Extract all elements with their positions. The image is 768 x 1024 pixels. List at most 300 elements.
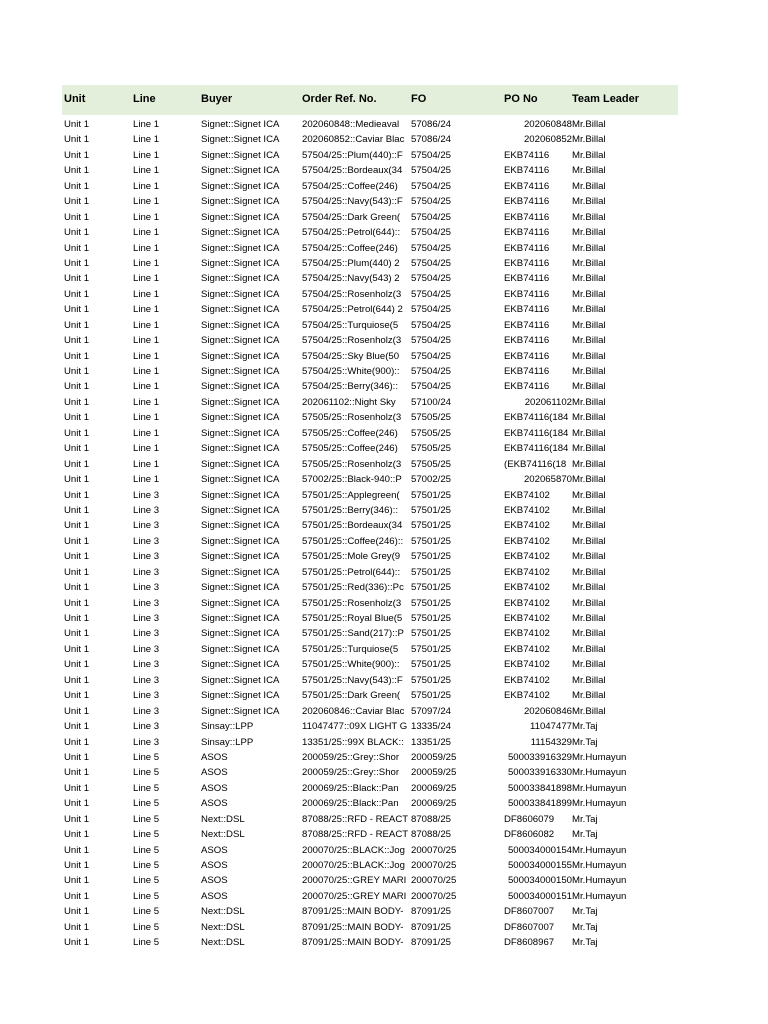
cell-po-no: EKB74102 (504, 504, 550, 516)
cell-fo: 57501/25 (411, 613, 452, 624)
cell-po-no: EKB74102 (504, 520, 550, 532)
cell-buyer: Signet::Signet ICA (201, 134, 280, 146)
cell-po-no: (EKB74116(18 (504, 458, 567, 470)
cell-order-ref: 200059/25::Grey::Shor (302, 751, 400, 763)
cell-fo: 57501/25 (411, 690, 452, 702)
cell-unit: Unit 1 (64, 890, 90, 902)
cell-order-ref: 57501/25::Sand(217)::P (302, 628, 404, 640)
cell-team-leader: Mr.Billal (572, 412, 606, 424)
cell-unit: Unit 1 (64, 366, 90, 377)
cell-line: Line 1 (133, 319, 160, 331)
cell-team-leader: Mr.Billal (572, 381, 606, 393)
cell-team-leader: Mr.Billal (572, 659, 606, 671)
table-row (62, 534, 678, 549)
cell-fo: 57086/24 (411, 134, 452, 146)
cell-order-ref: 57504/25::Coffee(246) (302, 242, 398, 254)
cell-unit: Unit 1 (64, 751, 90, 763)
cell-unit: Unit 1 (64, 350, 90, 362)
cell-unit: Unit 1 (64, 690, 90, 702)
cell-team-leader: Mr.Billal (572, 288, 606, 300)
cell-po-no: EKB74116 (504, 227, 550, 239)
cell-team-leader: Mr.Billal (572, 366, 606, 377)
cell-buyer: Next::DSL (201, 813, 245, 825)
cell-fo: 57504/25 (411, 196, 452, 208)
table-row (62, 935, 678, 950)
cell-po-no: EKB74116 (504, 165, 550, 177)
cell-line: Line 3 (133, 643, 160, 655)
cell-unit: Unit 1 (64, 782, 90, 794)
cell-team-leader: Mr.Billal (572, 304, 606, 316)
cell-team-leader: Mr.Billal (572, 319, 606, 331)
cell-po-no: 500034000155 (507, 860, 572, 871)
cell-unit: Unit 1 (64, 288, 90, 300)
cell-buyer: Signet::Signet ICA (201, 504, 280, 516)
cell-order-ref: 57501/25::Coffee(246):: (302, 535, 404, 547)
cell-fo: 57504/25 (411, 304, 452, 316)
cell-fo: 57504/25 (411, 288, 452, 300)
cell-fo: 57505/25 (411, 443, 452, 455)
cell-line: Line 1 (133, 180, 160, 192)
cell-po-no: EKB74116 (504, 366, 550, 377)
cell-po-no: EKB74116 (504, 304, 550, 316)
cell-po-no: EKB74116 (504, 211, 550, 223)
cell-po-no: 11154329 (530, 736, 572, 748)
cell-team-leader: Mr.Taj (572, 829, 598, 841)
cell-line: Line 1 (133, 396, 160, 408)
cell-buyer: Signet::Signet ICA (201, 566, 280, 578)
cell-team-leader: Mr.Billal (572, 489, 606, 501)
cell-order-ref: 57505/25::Rosenholz(3 (302, 412, 402, 424)
cell-fo: 87088/25 (411, 813, 452, 825)
cell-order-ref: 13351/25::99X BLACK:: (302, 736, 404, 748)
cell-po-no: EKB74102 (504, 582, 550, 594)
cell-line: Line 3 (133, 736, 160, 748)
cell-po-no: DF8606079 (504, 813, 555, 825)
cell-team-leader: Mr.Billal (572, 535, 606, 547)
cell-buyer: Signet::Signet ICA (201, 396, 280, 408)
cell-line: Line 5 (133, 844, 160, 856)
cell-buyer: Signet::Signet ICA (201, 535, 280, 547)
cell-order-ref: 57504/25::Navy(543) 2 (302, 273, 400, 285)
cell-team-leader: Mr.Taj (572, 937, 598, 949)
table-row (62, 904, 678, 919)
cell-fo: 87091/25 (411, 921, 452, 933)
cell-line: Line 3 (133, 674, 160, 686)
cell-order-ref: 57501/25::Mole Grey(9 (302, 551, 401, 563)
cell-unit: Unit 1 (64, 273, 90, 285)
cell-unit: Unit 1 (64, 767, 90, 779)
table-row (62, 503, 678, 518)
cell-po-no: 500033841898 (507, 782, 572, 794)
cell-team-leader: Mr.Billal (572, 119, 606, 130)
cell-line: Line 3 (133, 597, 160, 609)
table-row (62, 796, 678, 811)
cell-team-leader: Mr.Billal (572, 350, 606, 362)
cell-line: Line 1 (133, 134, 160, 146)
table-row (62, 889, 678, 904)
cell-fo: 87088/25 (411, 829, 452, 841)
cell-fo: 57501/25 (411, 643, 452, 655)
cell-line: Line 3 (133, 628, 160, 640)
cell-line: Line 3 (133, 535, 160, 547)
cell-fo: 57504/25 (411, 149, 452, 161)
cell-team-leader: Mr.Billal (572, 165, 606, 177)
cell-line: Line 1 (133, 458, 160, 470)
cell-order-ref: 200059/25::Grey::Shor (302, 767, 400, 779)
cell-fo: 200070/25 (411, 890, 457, 902)
cell-line: Line 5 (133, 798, 160, 810)
cell-team-leader: Mr.Billal (572, 504, 606, 516)
cell-team-leader: Mr.Billal (572, 149, 606, 161)
cell-unit: Unit 1 (64, 643, 90, 655)
cell-team-leader: Mr.Billal (572, 705, 606, 717)
cell-fo: 57501/25 (411, 674, 452, 686)
cell-order-ref: 57504/25::Dark Green( (302, 211, 401, 223)
cell-line: Line 3 (133, 504, 160, 516)
cell-unit: Unit 1 (64, 659, 90, 671)
cell-fo: 57097/24 (411, 705, 452, 717)
cell-buyer: Signet::Signet ICA (201, 489, 280, 501)
table-row (62, 225, 678, 240)
cell-order-ref: 57501/25::Berry(346):: (302, 504, 398, 516)
cell-buyer: Signet::Signet ICA (201, 643, 280, 655)
cell-team-leader: Mr.Humayun (572, 798, 627, 810)
cell-buyer: Signet::Signet ICA (201, 211, 280, 223)
cell-order-ref: 57505/25::Coffee(246) (302, 427, 398, 439)
cell-po-no: EKB74102 (504, 690, 550, 702)
table-row (62, 827, 678, 842)
cell-team-leader: Mr.Billal (572, 582, 606, 594)
cell-order-ref: 57501/25::Rosenholz(3 (302, 597, 402, 609)
cell-po-no: EKB74102 (504, 489, 550, 501)
cell-line: Line 1 (133, 427, 160, 439)
cell-buyer: ASOS (201, 844, 228, 856)
cell-buyer: ASOS (201, 751, 228, 763)
table-row (62, 611, 678, 626)
cell-unit: Unit 1 (64, 844, 90, 856)
cell-fo: 57501/25 (411, 597, 452, 609)
cell-buyer: Signet::Signet ICA (201, 242, 280, 254)
cell-unit: Unit 1 (64, 875, 90, 887)
cell-order-ref: 200070/25::GREY MARI (302, 890, 407, 902)
table-row (62, 441, 678, 456)
cell-line: Line 3 (133, 721, 160, 733)
cell-team-leader: Mr.Humayun (572, 875, 627, 887)
cell-unit: Unit 1 (64, 134, 90, 146)
cell-order-ref: 57501/25::Navy(543)::F (302, 674, 403, 686)
cell-fo: 57505/25 (411, 458, 452, 470)
cell-unit: Unit 1 (64, 551, 90, 563)
cell-buyer: Signet::Signet ICA (201, 165, 280, 177)
cell-buyer: Signet::Signet ICA (201, 628, 280, 640)
cell-order-ref: 57504/25::Petrol(644) 2 (302, 304, 403, 316)
cell-line: Line 3 (133, 551, 160, 563)
cell-order-ref: 57504/25::Turquiose(5 (302, 319, 399, 331)
cell-team-leader: Mr.Taj (572, 921, 598, 933)
cell-unit: Unit 1 (64, 165, 90, 177)
cell-buyer: ASOS (201, 767, 228, 779)
cell-fo: 57504/25 (411, 242, 452, 254)
cell-unit: Unit 1 (64, 149, 90, 161)
cell-po-no: EKB74116 (504, 257, 550, 269)
cell-unit: Unit 1 (64, 582, 90, 594)
header-po-no: PO No (504, 93, 538, 105)
cell-unit: Unit 1 (64, 242, 90, 254)
cell-buyer: Next::DSL (201, 829, 245, 841)
cell-line: Line 1 (133, 211, 160, 223)
cell-order-ref: 87091/25::MAIN BODY- (302, 906, 404, 918)
cell-po-no: EKB74102 (504, 535, 550, 547)
cell-fo: 57501/25 (411, 520, 452, 532)
table-row (62, 426, 678, 441)
cell-unit: Unit 1 (64, 705, 90, 717)
cell-po-no: EKB74116 (504, 196, 550, 208)
cell-team-leader: Mr.Billal (572, 427, 606, 439)
cell-fo: 200070/25 (411, 875, 457, 887)
cell-line: Line 5 (133, 921, 160, 933)
cell-order-ref: 57501/25::Red(336)::Pc (302, 582, 404, 594)
cell-team-leader: Mr.Billal (572, 211, 606, 223)
cell-fo: 57504/25 (411, 335, 452, 347)
cell-buyer: Signet::Signet ICA (201, 119, 280, 130)
cell-fo: 57086/24 (411, 119, 452, 130)
cell-buyer: Signet::Signet ICA (201, 520, 280, 532)
header-team-leader: Team Leader (572, 93, 640, 105)
table-row (62, 858, 678, 873)
table-row (62, 704, 678, 719)
cell-team-leader: Mr.Humayun (572, 782, 627, 794)
cell-po-no: DF8608967 (504, 937, 555, 949)
cell-team-leader: Mr.Billal (572, 520, 606, 532)
cell-po-no: EKB74116 (504, 242, 550, 254)
cell-line: Line 1 (133, 412, 160, 424)
cell-order-ref: 200069/25::Black::Pan (302, 782, 399, 794)
table-row (62, 364, 678, 379)
cell-po-no: 202060848 (523, 119, 572, 130)
cell-po-no: EKB74102 (504, 674, 550, 686)
table-row (62, 920, 678, 935)
cell-line: Line 1 (133, 196, 160, 208)
cell-po-no: EKB74102 (504, 643, 550, 655)
cell-team-leader: Mr.Humayun (572, 767, 627, 779)
cell-order-ref: 57501/25::Turquiose(5 (302, 643, 399, 655)
cell-fo: 57504/25 (411, 257, 452, 269)
cell-unit: Unit 1 (64, 211, 90, 223)
cell-line: Line 1 (133, 474, 160, 486)
cell-fo: 57505/25 (411, 427, 452, 439)
cell-line: Line 3 (133, 489, 160, 501)
cell-buyer: Signet::Signet ICA (201, 674, 280, 686)
header-buyer: Buyer (201, 93, 233, 105)
cell-order-ref: 57504/25::White(900):: (302, 366, 400, 377)
cell-order-ref: 57504/25::Plum(440) 2 (302, 257, 400, 269)
cell-team-leader: Mr.Billal (572, 180, 606, 192)
table-row (62, 302, 678, 317)
cell-line: Line 1 (133, 273, 160, 285)
cell-po-no: EKB74116(184 (504, 427, 569, 439)
cell-order-ref: 200070/25::BLACK::Jog (302, 860, 405, 871)
cell-team-leader: Mr.Billal (572, 196, 606, 208)
table-row (62, 688, 678, 703)
cell-order-ref: 57501/25::Applegreen( (302, 489, 400, 501)
table-row (62, 410, 678, 425)
cell-line: Line 5 (133, 875, 160, 887)
cell-order-ref: 57504/25::Navy(543)::F (302, 196, 403, 208)
cell-order-ref: 57504/25::Plum(440)::F (302, 149, 403, 161)
cell-buyer: Signet::Signet ICA (201, 443, 280, 455)
cell-order-ref: 57501/25::Bordeaux(34 (302, 520, 403, 532)
cell-unit: Unit 1 (64, 520, 90, 532)
cell-buyer: Signet::Signet ICA (201, 597, 280, 609)
cell-order-ref: 87088/25::RFD - REACT (302, 813, 409, 825)
cell-buyer: Next::DSL (201, 906, 245, 918)
cell-team-leader: Mr.Billal (572, 613, 606, 624)
cell-fo: 200070/25 (411, 844, 457, 856)
table-row (62, 163, 678, 178)
table-row (62, 518, 678, 533)
cell-buyer: Signet::Signet ICA (201, 705, 280, 717)
table-row (62, 719, 678, 734)
cell-team-leader: Mr.Billal (572, 257, 606, 269)
cell-buyer: Signet::Signet ICA (201, 335, 280, 347)
cell-buyer: Signet::Signet ICA (201, 551, 280, 563)
table-header (62, 85, 678, 115)
cell-team-leader: Mr.Billal (572, 443, 606, 455)
cell-team-leader: Mr.Billal (572, 474, 606, 486)
cell-fo: 57504/25 (411, 273, 452, 285)
cell-line: Line 1 (133, 381, 160, 393)
cell-buyer: Signet::Signet ICA (201, 613, 280, 624)
cell-fo: 200059/25 (411, 767, 457, 779)
cell-buyer: ASOS (201, 798, 228, 810)
cell-buyer: Signet::Signet ICA (201, 350, 280, 362)
cell-po-no: EKB74102 (504, 628, 550, 640)
cell-fo: 57501/25 (411, 659, 452, 671)
header-unit: Unit (64, 93, 86, 105)
cell-order-ref: 57504/25::Sky Blue(50 (302, 350, 400, 362)
cell-unit: Unit 1 (64, 813, 90, 825)
cell-buyer: Signet::Signet ICA (201, 227, 280, 239)
table-row (62, 256, 678, 271)
cell-po-no: 500033916329 (507, 751, 572, 763)
cell-fo: 200069/25 (411, 798, 457, 810)
table-row (62, 271, 678, 286)
cell-unit: Unit 1 (64, 335, 90, 347)
cell-fo: 57504/25 (411, 165, 452, 177)
cell-buyer: Signet::Signet ICA (201, 427, 280, 439)
cell-po-no: 500034000154 (507, 844, 572, 856)
cell-team-leader: Mr.Humayun (572, 890, 627, 902)
table-row (62, 333, 678, 348)
cell-line: Line 5 (133, 782, 160, 794)
cell-team-leader: Mr.Humayun (572, 751, 627, 763)
table-row (62, 750, 678, 765)
cell-unit: Unit 1 (64, 396, 90, 408)
cell-line: Line 1 (133, 257, 160, 269)
table-row (62, 287, 678, 302)
cell-po-no: DF8607007 (504, 906, 555, 918)
cell-po-no: 500033916330 (507, 767, 572, 779)
cell-team-leader: Mr.Taj (572, 813, 598, 825)
cell-line: Line 1 (133, 288, 160, 300)
cell-unit: Unit 1 (64, 227, 90, 239)
cell-order-ref: 57505/25::Coffee(246) (302, 443, 398, 455)
cell-line: Line 3 (133, 582, 160, 594)
cell-line: Line 3 (133, 613, 160, 624)
cell-buyer: Signet::Signet ICA (201, 149, 280, 161)
cell-po-no: EKB74116 (504, 273, 550, 285)
cell-po-no: DF8606082 (504, 829, 555, 841)
cell-po-no: EKB74116 (504, 319, 550, 331)
cell-line: Line 1 (133, 227, 160, 239)
cell-fo: 57504/25 (411, 319, 452, 331)
cell-line: Line 1 (133, 350, 160, 362)
table-row (62, 210, 678, 225)
cell-buyer: Signet::Signet ICA (201, 381, 280, 393)
cell-fo: 57504/25 (411, 227, 452, 239)
cell-order-ref: 57505/25::Rosenholz(3 (302, 458, 402, 470)
cell-team-leader: Mr.Billal (572, 273, 606, 285)
table-row (62, 812, 678, 827)
cell-team-leader: Mr.Billal (572, 674, 606, 686)
cell-buyer: Signet::Signet ICA (201, 304, 280, 316)
cell-fo: 57501/25 (411, 504, 452, 516)
cell-po-no: EKB74116 (504, 335, 550, 347)
cell-team-leader: Mr.Billal (572, 551, 606, 563)
table-row (62, 395, 678, 410)
cell-order-ref: 57504/25::Rosenholz(3 (302, 288, 402, 300)
cell-team-leader: Mr.Humayun (572, 844, 627, 856)
cell-unit: Unit 1 (64, 196, 90, 208)
cell-line: Line 5 (133, 937, 160, 949)
cell-buyer: Signet::Signet ICA (201, 690, 280, 702)
table-row (62, 132, 678, 147)
cell-team-leader: Mr.Billal (572, 690, 606, 702)
cell-fo: 57505/25 (411, 412, 452, 424)
cell-order-ref: 200070/25::BLACK::Jog (302, 844, 405, 856)
cell-buyer: ASOS (201, 890, 228, 902)
cell-po-no: DF8607007 (504, 921, 555, 933)
cell-order-ref: 57501/25::Petrol(644):: (302, 566, 401, 578)
cell-unit: Unit 1 (64, 921, 90, 933)
cell-line: Line 3 (133, 520, 160, 532)
cell-unit: Unit 1 (64, 674, 90, 686)
cell-order-ref: 57504/25::Berry(346):: (302, 381, 398, 393)
cell-team-leader: Mr.Billal (572, 597, 606, 609)
cell-buyer: Sinsay::LPP (201, 736, 254, 748)
cell-unit: Unit 1 (64, 458, 90, 470)
cell-buyer: Next::DSL (201, 937, 245, 949)
cell-line: Line 5 (133, 751, 160, 763)
cell-unit: Unit 1 (64, 381, 90, 393)
cell-unit: Unit 1 (64, 860, 90, 871)
cell-unit: Unit 1 (64, 798, 90, 810)
table-row (62, 781, 678, 796)
cell-fo: 57501/25 (411, 582, 452, 594)
cell-fo: 57504/25 (411, 180, 452, 192)
cell-order-ref: 87091/25::MAIN BODY- (302, 937, 404, 949)
cell-fo: 57504/25 (411, 350, 452, 362)
cell-team-leader: Mr.Billal (572, 335, 606, 347)
table-row (62, 580, 678, 595)
cell-order-ref: 87088/25::RFD - REACT (302, 829, 409, 841)
cell-fo: 57100/24 (411, 396, 452, 408)
cell-fo: 57504/25 (411, 366, 452, 377)
cell-line: Line 5 (133, 813, 160, 825)
cell-buyer: Signet::Signet ICA (201, 659, 280, 671)
table-row (62, 626, 678, 641)
cell-unit: Unit 1 (64, 119, 90, 130)
